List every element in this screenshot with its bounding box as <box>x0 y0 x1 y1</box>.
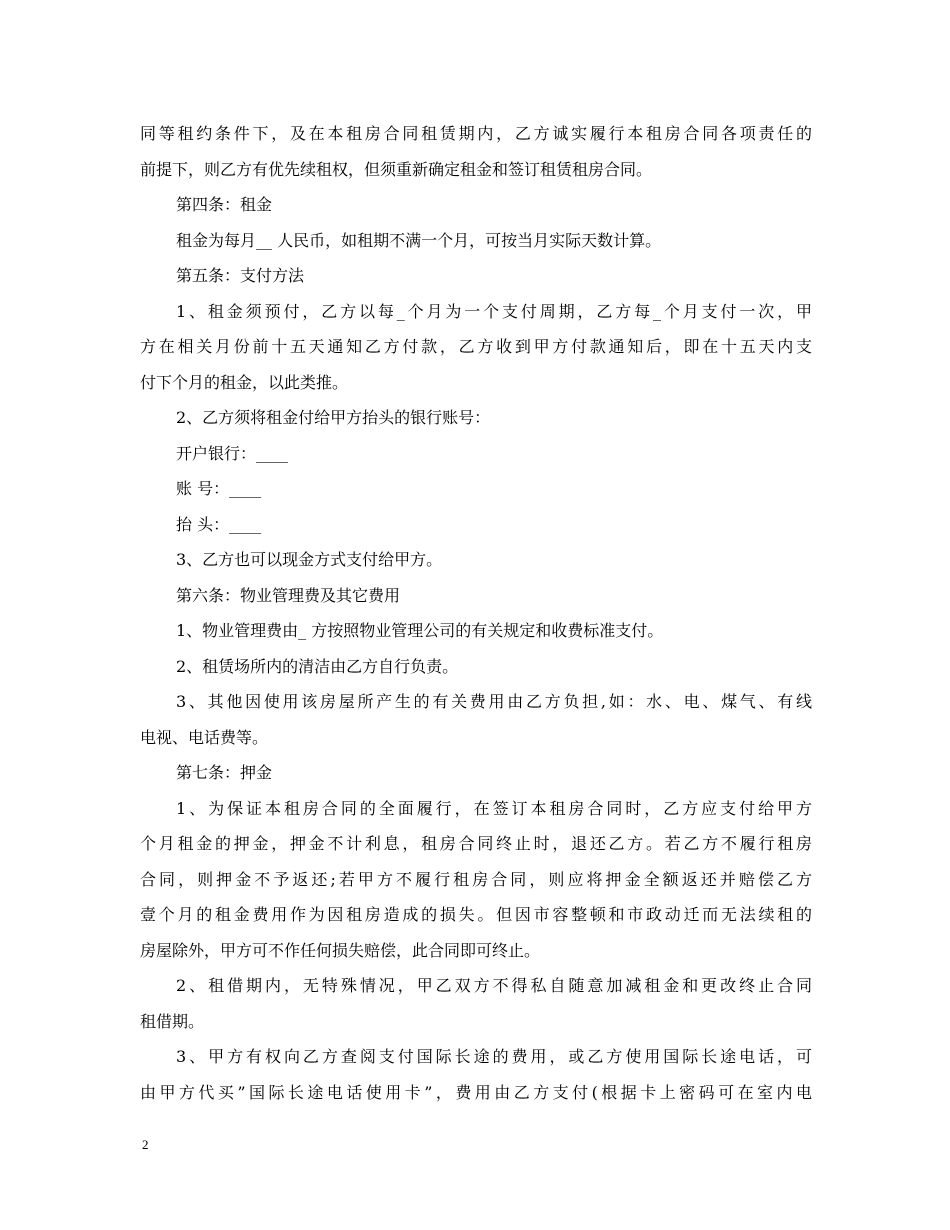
section-heading: 第七条：押金 <box>176 763 273 782</box>
paragraph-line: 同等租约条件下，及在本租房合同租赁期内，乙方诚实履行本租房合同各项责任的 <box>140 124 812 143</box>
paragraph-line: 个月租金的押金，押金不计利息，租房合同终止时，退还乙方。若乙方不履行租房 <box>140 834 812 853</box>
paragraph-line: 付下个月的租金，以此类推。 <box>140 372 349 392</box>
paragraph-line: 3、甲方有权向乙方查阅支付国际长途的费用，或乙方使用国际长途电话，可 <box>176 1047 812 1066</box>
paragraph-line: 方在相关月份前十五天通知乙方付款，乙方收到甲方付款通知后，即在十五天内支 <box>140 337 812 356</box>
document-body <box>140 116 812 1110</box>
paragraph-line: 房屋除外，甲方可不作任何损失赔偿，此合同即可终止。 <box>140 940 541 960</box>
paragraph-line: 租借期。 <box>140 1011 205 1031</box>
bank-field-line: 开户银行：____ <box>176 443 289 463</box>
section-heading: 第六条：物业管理费及其它费用 <box>176 585 401 605</box>
paragraph-line: 前提下，则乙方有优先续租权，但须重新确定租金和签订租赁租房合同。 <box>140 159 653 179</box>
paragraph-line: 壹个月的租金费用作为因租房造成的损失。但因市容整顿和市政动迁而无法续租的 <box>140 905 812 924</box>
page-number: 2 <box>142 1137 149 1152</box>
account-field-line: 账 号：____ <box>176 479 262 498</box>
paragraph-line: 由甲方代买”国际长途电话使用卡”，费用由乙方支付(根据卡上密码可在室内电 <box>140 1082 812 1102</box>
paragraph-line: 1、为保证本租房合同的全面履行，在签订本租房合同时，乙方应支付给甲方 <box>176 798 812 818</box>
section-heading: 第五条：支付方法 <box>176 266 305 285</box>
section-heading: 第四条：租金 <box>176 195 273 214</box>
paragraph-line: 电视、电话费等。 <box>140 727 269 747</box>
paragraph-line: 租金为每月__ 人民币，如租期不满一个月，可按当月实际天数计算。 <box>176 230 662 250</box>
paragraph-line: 3、其他因使用该房屋所产生的有关费用由乙方负担,如：水、电、煤气、有线 <box>176 692 812 711</box>
paragraph-line: 合同，则押金不予返还;若甲方不履行租房合同，则应将押金全额返还并赔偿乙方 <box>140 869 812 889</box>
paragraph-line: 2、租借期内，无特殊情况，甲乙双方不得私自随意加减租金和更改终止合同 <box>176 976 812 995</box>
paragraph-line: 2、乙方须将租金付给甲方抬头的银行账号： <box>176 408 491 427</box>
paragraph-line: 3、乙方也可以现金方式支付给甲方。 <box>176 550 443 569</box>
payee-field-line: 抬 头：____ <box>176 514 262 534</box>
paragraph-line: 2、租赁场所内的清洁由乙方自行负责。 <box>176 656 459 676</box>
paragraph-line: 1、租金须预付，乙方以每_个月为一个支付周期，乙方每_个月支付一次，甲 <box>176 301 812 321</box>
paragraph-line: 1、物业管理费由_ 方按照物业管理公司的有关规定和收费标准支付。 <box>176 621 664 640</box>
